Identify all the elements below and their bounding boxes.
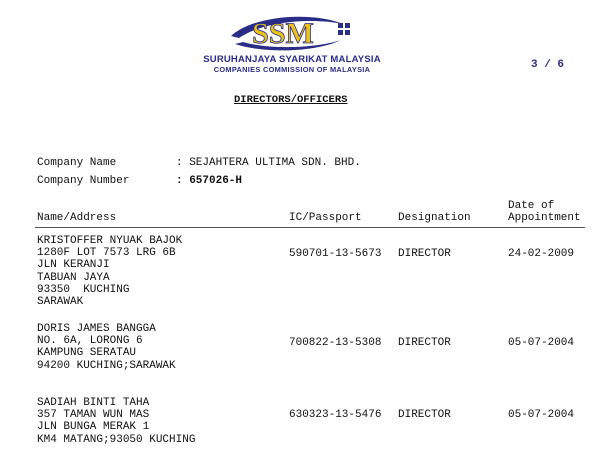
header-name-address: Name/Address [37,212,117,224]
ic-passport-cell: 590701-13-5673 [289,248,382,260]
appointment-date-cell: 05-07-2004 [508,337,575,349]
address-line: 1280F LOT 7573 LRG 6B [37,247,176,260]
address-line: 357 TAMAN WUN MAS [37,409,150,422]
section-title: DIRECTORS/OFFICERS [234,94,348,106]
ic-passport-cell: 700822-13-5308 [289,337,382,349]
address-line: DORIS JAMES BANGGA [37,323,156,335]
address-line: KM4 MATANG;93050 KUCHING [37,433,196,446]
company-name-label: Company Name [37,157,117,169]
address-line: 94200 KUCHING;SARAWAK [37,359,176,372]
company-number-value: : 657026-H [176,175,243,187]
table-row-address [37,235,182,308]
logo-text: SSM [252,17,314,50]
address-line: SADIAH BINTI TAHA [37,397,150,409]
company-name-value: : SEJAHTERA ULTIMA SDN. BHD. [176,157,361,169]
page-indicator: 3 / 6 [531,59,565,71]
header-date-line2: Appointment [508,212,581,224]
designation-cell: DIRECTOR [398,409,451,421]
designation-cell: DIRECTOR [398,337,451,349]
address-line: KRISTOFFER NYUAK BAJOK [37,235,183,247]
appointment-date-cell: 24-02-2009 [508,248,575,260]
company-number-label: Company Number [37,175,130,187]
agency-subtitle: COMPANIES COMMISSION OF MALAYSIA [213,65,371,74]
header-divider [35,227,585,228]
address-line: JLN KERANJI [37,259,110,272]
address-line: NO. 6A, LORONG 6 [37,335,143,348]
table-row-address [37,397,195,446]
logo-dots-icon [338,23,350,35]
appointment-date-cell: 05-07-2004 [508,409,575,421]
address-line: 93350 KUCHING [37,283,130,296]
address-line: SARAWAK [37,296,84,309]
header-date-line1: Date of [508,200,555,212]
designation-cell: DIRECTOR [398,248,451,260]
table-row-address [37,323,176,372]
address-line: KAMPUNG SERATAU [37,347,137,360]
header-ic-passport: IC/Passport [289,212,362,224]
address-line: TABUAN JAYA [37,271,110,284]
ssm-logo [225,10,359,54]
ic-passport-cell: 630323-13-5476 [289,409,382,421]
address-line: JLN BUNGA MERAK 1 [37,421,150,434]
agency-name: SURUHANJAYA SYARIKAT MALAYSIA [203,54,381,65]
header-designation: Designation [398,212,471,224]
